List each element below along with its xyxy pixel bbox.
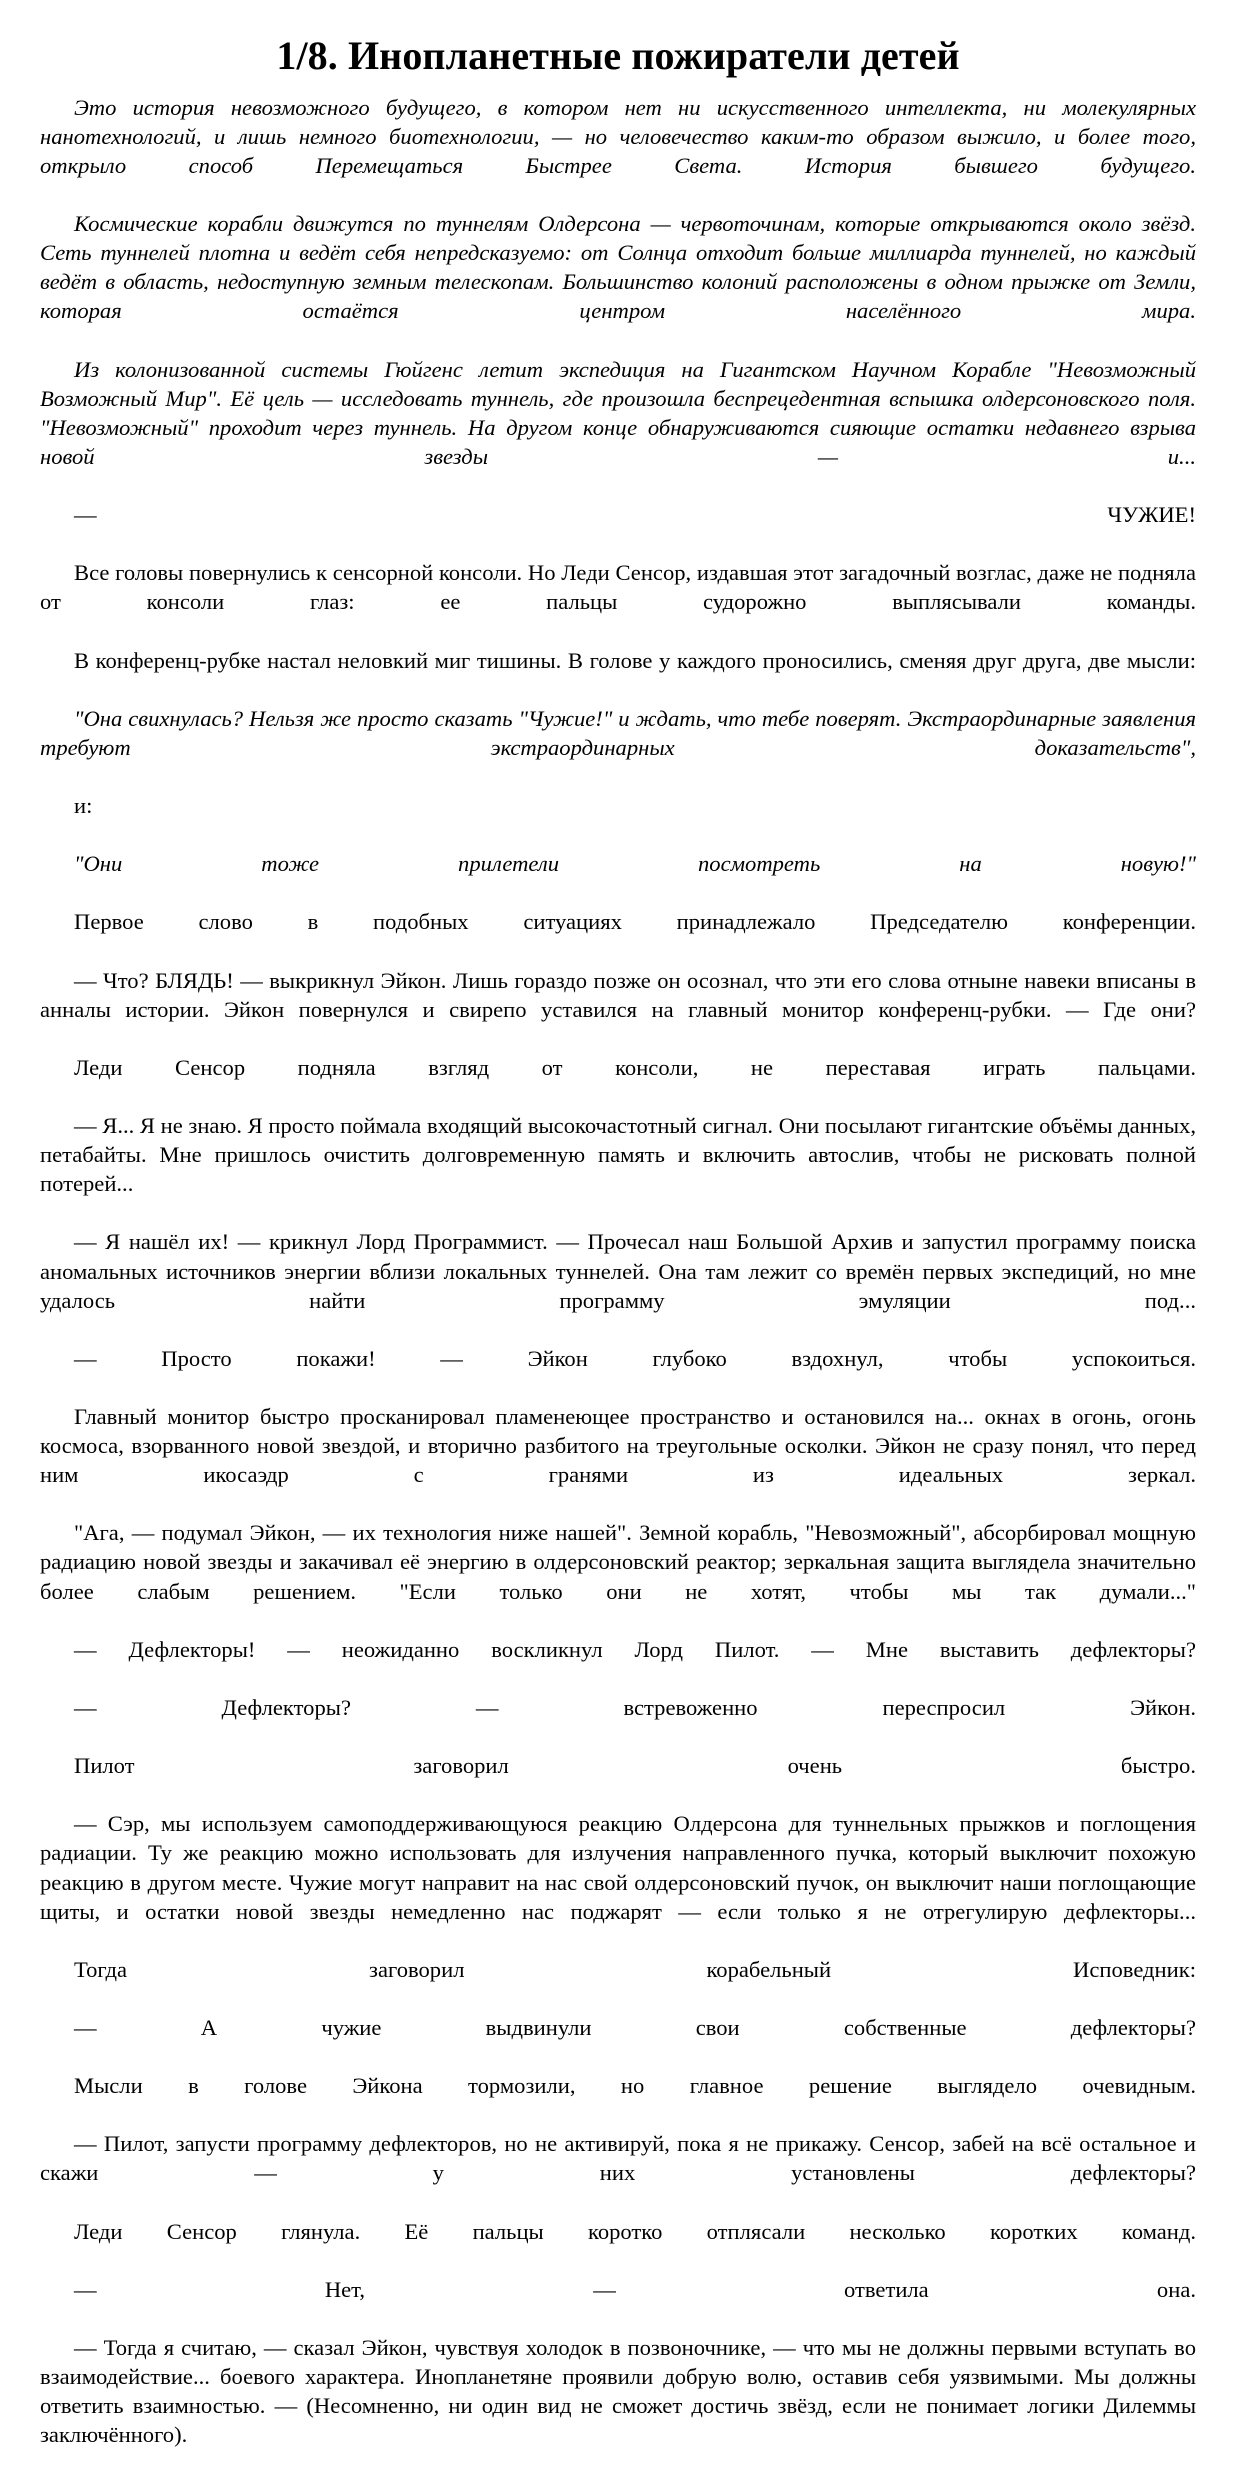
paragraph: и:: [74, 793, 93, 819]
paragraph: — Я нашёл их! — крикнул Лорд Программист. — Прочесал наш Большой Архив и запустил программу поиска аномальных источников энергии вблизи локальных туннелей. Она там лежит со времён первых экспедиций, но мне удалось найти программу эмуляции под...: [40, 1229, 1196, 1313]
paragraph: Пилот заговорил очень быстро.: [74, 1753, 1196, 1779]
paragraph: Мысли в голове Эйкона тормозили, но главное решение выглядело очевидным.: [74, 2073, 1196, 2099]
document-body: [40, 93, 1196, 2478]
paragraph: Первое слово в подобных ситуациях принадлежало Председателю конференции.: [74, 909, 1196, 935]
paragraph: — Нет, — ответила она.: [74, 2276, 1196, 2302]
paragraph: — Тогда я считаю, — сказал Эйкон, чувствуя холодок в позвоночнике, — что мы не должны первыми вступать во взаимодействие... боевого характера. Инопланетяне проявили добрую волю, оставив себя уязвимыми. Мы должны ответить взаимностью. — (Несомненно, ни один вид не сможет достичь звёзд, если не понимает логики Дилеммы заключённого).: [40, 2335, 1196, 2448]
paragraph: В конференц-рубке настал неловкий миг тишины. В голове у каждого проносились, сменяя друг друга, две мысли:: [74, 647, 1196, 673]
paragraph: Все головы повернулись к сенсорной консоли. Но Леди Сенсор, издавшая этот загадочный возглас, даже не подняла от консоли глаз: ее пальцы судорожно выплясывали команды.: [40, 560, 1196, 615]
paragraph: "Ага, — подумал Эйкон, — их технология ниже нашей". Земной корабль, "Невозможный", абсорбировал мощную радиацию новой звезды и закачивал её энергию в олдерсоновский реактор; зеркальная защита выглядела значительно более слабым решением. "Если только они не хотят, чтобы мы так думали...": [40, 1520, 1196, 1604]
paragraph: — Сэр, мы используем самоподдерживающуюся реакцию Олдерсона для туннельных прыжков и поглощения радиации. Ту же реакцию можно использовать для излучения направленного пучка, который выключит похожую реакцию в другом месте. Чужие могут направит на нас свой олдерсоновский пучок, он выключит наши поглощающие щиты, и остатки новой звезды немедленно нас поджарят — если только я не отрегулирую дефлекторы...: [40, 1811, 1196, 1924]
paragraph: Леди Сенсор подняла взгляд от консоли, не переставая играть пальцами.: [74, 1054, 1196, 1080]
paragraph: Из колонизованной системы Гюйгенс летит экспедиция на Гигантском Научном Корабле "Невозможный Возможный Мир". Её цель — исследовать туннель, где произошла беспрецедентная вспышка олдерсоновского поля. "Невозможный" проходит через туннель. На другом конце обнаруживаются сияющие остатки недавнего взрыва новой звезды — и...: [40, 356, 1196, 469]
paragraph: — ЧУЖИЕ!: [74, 502, 1196, 528]
paragraph: "Она свихнулась? Нельзя же просто сказать "Чужие!" и ждать, что тебе поверят. Экстраординарные заявления требуют экстраординарных доказательств",: [40, 705, 1196, 760]
paragraph: Главный монитор быстро просканировал пламенеющее пространство и остановился на... окнах в огонь, огонь космоса, взорванного новой звездой, и вторично разбитого на треугольные осколки. Эйкон не сразу понял, что перед ним икосаэдр с гранями из идеальных зеркал.: [40, 1404, 1196, 1488]
paragraph: — Пилот, запусти программу дефлекторов, но не активируй, пока я не прикажу. Сенсор, забей на всё остальное и скажи — у них установлены дефлекторы?: [40, 2131, 1196, 2186]
paragraph: — Просто покажи! — Эйкон глубоко вздохнул, чтобы успокоиться.: [74, 1345, 1196, 1371]
page-title: 1/8. Инопланетные пожиратели детей: [276, 33, 960, 78]
paragraph: — Я... Я не знаю. Я просто поймала входящий высокочастотный сигнал. Они посылают гигантские объёмы данных, петабайты. Мне пришлось очистить долговременную память и включить автослив, чтобы не рисковать полной потерей...: [40, 1113, 1196, 1197]
paragraph: — А чужие выдвинули свои собственные дефлекторы?: [74, 2014, 1196, 2040]
paragraph: Это история невозможного будущего, в котором нет ни искусственного интеллекта, ни молекулярных нанотехнологий, и лишь немного биотехнологии, — но человечество каким-то образом выжило, и более того, открыло способ Перемещаться Быстрее Света. История бывшего будущего.: [40, 94, 1196, 178]
paragraph: Леди Сенсор глянула. Её пальцы коротко отплясали несколько коротких команд.: [74, 2218, 1196, 2244]
paragraph: — Что? БЛЯДЬ! — выкрикнул Эйкон. Лишь гораздо позже он осознал, что эти его слова отныне навеки вписаны в анналы истории. Эйкон повернулся и свирепо уставился на главный монитор конференц-рубки. — Где они?: [40, 967, 1196, 1022]
paragraph: Космические корабли движутся по туннелям Олдерсона — червоточинам, которые открываются около звёзд. Сеть туннелей плотна и ведёт себя непредсказуемо: от Солнца отходит больше миллиарда туннелей, но каждый ведёт в область, недоступную земным телескопам. Большинство колоний расположены в одном прыжке от Земли, которая остаётся центром населённого мира.: [40, 211, 1196, 324]
paragraph: — Дефлекторы! — неожиданно воскликнул Лорд Пилот. — Мне выставить дефлекторы?: [74, 1636, 1196, 1662]
paragraph: "Они тоже прилетели посмотреть на новую!": [74, 851, 1196, 877]
paragraph: Тогда заговорил корабельный Исповедник:: [74, 1956, 1196, 1982]
paragraph: — Дефлекторы? — встревоженно переспросил Эйкон.: [74, 1694, 1196, 1720]
